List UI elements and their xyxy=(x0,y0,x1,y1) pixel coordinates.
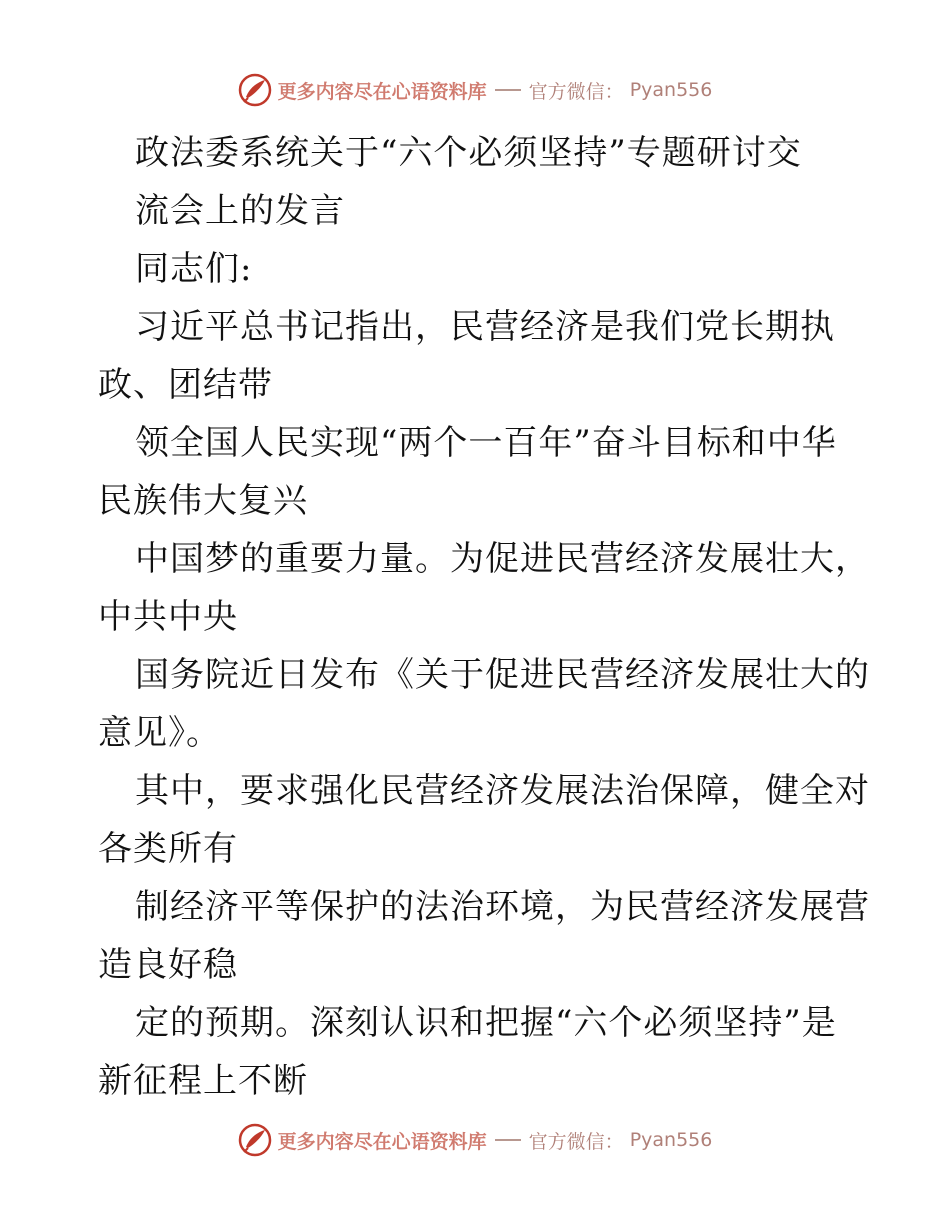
paragraph-line: 习近平总书记指出，民营经济是我们党长期执 xyxy=(135,307,835,347)
paragraph-line: 定的预期。深刻认识和把握“六个必须坚持”是 xyxy=(135,1003,837,1043)
paragraph-line: 政、团结带 xyxy=(98,365,273,405)
paragraph-line: 其中，要求强化民营经济发展法治保障，健全对 xyxy=(135,771,870,811)
paragraph-line: 民族伟大复兴 xyxy=(98,481,308,521)
paragraph-line: 各类所有 xyxy=(98,829,238,869)
pen-logo-icon xyxy=(238,1123,272,1157)
footer-watermark-banner xyxy=(0,1120,950,1160)
banner-wechat-id: Pyan556 xyxy=(629,1129,713,1151)
paragraph-line: 制经济平等保护的法治环境，为民营经济发展营 xyxy=(135,887,870,927)
banner-text: 更多内容尽在心语资料库 xyxy=(277,1130,487,1153)
salutation: 同志们: xyxy=(135,249,253,289)
banner-wechat-label: 官方微信： xyxy=(528,1130,624,1153)
pen-logo-icon xyxy=(238,73,272,107)
paragraph-line: 中共中央 xyxy=(98,597,238,637)
banner-text: 更多内容尽在心语资料库 xyxy=(277,80,487,103)
banner-divider xyxy=(495,89,521,91)
paragraph-line: 新征程上不断 xyxy=(98,1061,308,1101)
paragraph-line: 领全国人民实现“两个一百年”奋斗目标和中华 xyxy=(135,423,837,463)
paragraph-line: 中国梦的重要力量。为促进民营经济发展壮大， xyxy=(135,539,870,579)
title-line-2: 流会上的发言 xyxy=(135,191,345,231)
banner-wechat-label: 官方微信： xyxy=(528,80,624,103)
paragraph-line: 造良好稳 xyxy=(98,945,238,985)
header-watermark-banner xyxy=(0,70,950,110)
banner-wechat-id: Pyan556 xyxy=(629,79,713,101)
banner-divider xyxy=(495,1139,521,1141)
title-line-1: 政法委系统关于“六个必须坚持”专题研讨交 xyxy=(135,133,802,173)
document-body xyxy=(98,124,870,1110)
paragraph-line: 国务院近日发布《关于促进民营经济发展壮大的 xyxy=(135,655,870,695)
paragraph-line: 意见》。 xyxy=(98,713,221,753)
